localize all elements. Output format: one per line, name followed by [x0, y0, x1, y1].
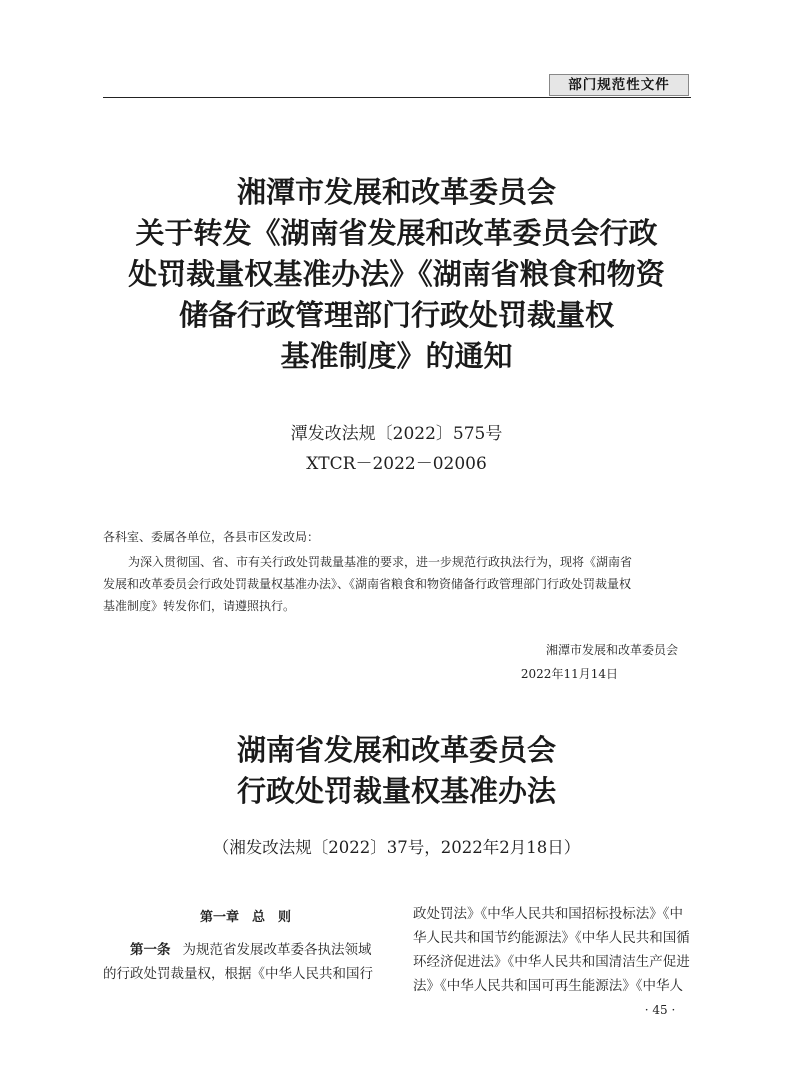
doc-number: 潭发改法规〔2022〕575号: [290, 424, 503, 444]
article-paragraph: [103, 938, 388, 962]
notice-title-line: 储备行政管理部门行政处罚裁量权: [178, 298, 614, 332]
section-label: 部门规范性文件: [549, 74, 689, 96]
body-line: 基准制度》转发你们，请遵照执行。: [103, 599, 296, 613]
notice-title: [0, 172, 793, 377]
doc-code: XTCR－2022－02006: [306, 454, 487, 474]
issue-date: 2022年11月14日: [520, 667, 618, 681]
notice-title-line: 处罚裁量权基准办法》《湖南省粮食和物资: [128, 257, 665, 291]
addressee: 各科室、委属各单位，各县市区发改局：: [103, 530, 320, 544]
regulation-subtitle: （湘发改法规〔2022〕37号，2022年2月18日）: [212, 838, 581, 857]
chapter-heading: 第一章 总 则: [199, 910, 291, 925]
right-col-line: 华人民共和国节约能源法》《中华人民共和国循: [413, 930, 690, 946]
right-col-line: 政处罚法》《中华人民共和国招标投标法》《中: [413, 906, 683, 922]
notice-title-line: 关于转发《湖南省发展和改革委员会行政: [135, 216, 658, 250]
right-col-line: 环经济促进法》《中华人民共和国清洁生产促进: [413, 954, 690, 970]
right-col-line: 法》《中华人民共和国可再生能源法》《中华人: [413, 978, 683, 994]
left-col-line: 为规范省发展改革委各执法领域: [182, 942, 372, 958]
left-col-line: 的行政处罚裁量权，根据《中华人民共和国行: [103, 966, 373, 982]
left-column: [103, 906, 388, 986]
regulation-title-line: 行政处罚裁量权基准办法: [236, 774, 556, 808]
body-line: 为深入贯彻国、省、市有关行政处罚裁量基准的要求，进一步规范行政执法行为，现将《湖南省: [128, 555, 633, 569]
notice-title-line: 湘潭市发展和改革委员会: [236, 175, 556, 209]
regulation-title-line: 湖南省发展和改革委员会: [236, 733, 556, 767]
signature: 湘潭市发展和改革委员会: [545, 643, 678, 657]
body-line: 发展和改革委员会行政处罚裁量权基准办法》、《湖南省粮食和物资储备行政管理部门行政处罚裁量权: [103, 577, 632, 591]
page-number: · 45 ·: [644, 1003, 676, 1017]
regulation-title: [0, 730, 793, 812]
article-label: 第一条: [130, 942, 171, 958]
notice-title-line: 基准制度》的通知: [280, 339, 513, 373]
header-rule: [103, 97, 691, 98]
right-column: [413, 902, 698, 998]
